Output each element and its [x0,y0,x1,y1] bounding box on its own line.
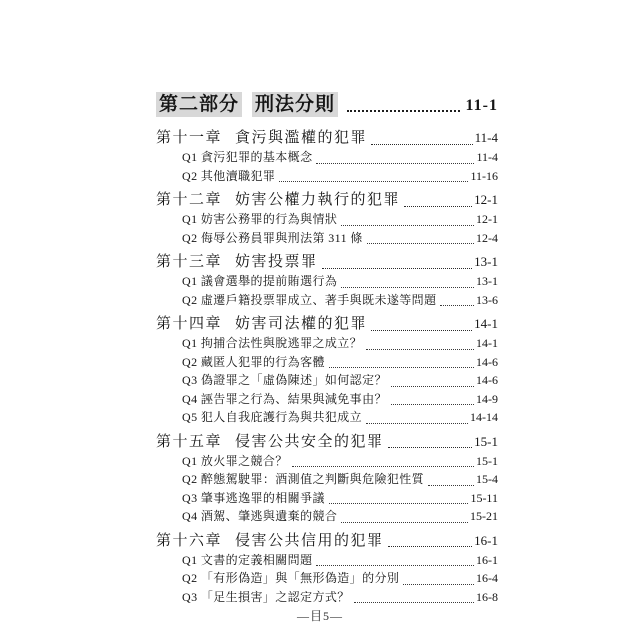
question-row [156,291,498,310]
chapter-block [156,531,498,607]
dot-leader [279,180,468,182]
chapter-page-number: 13-1 [474,254,498,269]
question-row [156,489,498,508]
question-row [156,507,498,526]
chapter-title: 妨害投票罪 [235,254,318,270]
question-label: Q3 肇事逃逸罪的相關爭議 [182,490,325,505]
question-page-number: 14-6 [476,373,498,387]
question-row [156,408,498,427]
question-row [156,210,498,229]
chapter-row [156,314,498,334]
chapter-block [156,190,498,247]
question-label: Q2 藏匿人犯罪的行為客體 [182,354,325,369]
question-label: Q2 「有形偽造」與「無形偽造」的分別 [182,571,400,585]
part-header-row [156,92,498,117]
dot-leader [388,446,473,448]
question-label: Q2 侮辱公務員罪與刑法第 311 條 [182,230,363,245]
dot-leader [403,583,474,585]
chapter-number: 第十四章 [156,316,223,332]
question-list [156,148,498,185]
question-page-number: 14-6 [476,354,498,369]
question-row [156,452,498,471]
chapter-number: 第十五章 [156,433,223,450]
dot-leader [366,422,468,424]
chapter-page-number: 11-4 [474,130,498,145]
chapter-page-number: 14-1 [474,316,498,331]
dot-leader [367,242,474,244]
question-page-number: 14-1 [476,336,498,350]
dot-leader [316,162,474,164]
question-list [156,334,498,427]
dot-leader [341,521,468,523]
question-label: Q2 醉態駕駛罪：酒測值之判斷與危險犯性質 [182,472,425,486]
chapter-title: 妨害公權力執行的犯罪 [235,192,401,208]
toc-content [156,92,498,606]
dot-leader [341,286,474,288]
dot-leader [347,109,460,112]
question-page-number: 13-6 [476,292,498,307]
question-row [156,588,498,607]
question-label: Q1 文書的定義相關問題 [182,552,313,567]
chapter-page-number: 12-1 [474,192,498,207]
dot-leader [292,465,474,467]
question-page-number: 11-16 [470,168,498,183]
chapter-row [156,252,498,272]
page-footer [0,607,640,624]
question-label: Q1 議會選舉的提前賄選行為 [182,274,338,288]
dot-leader [371,143,473,145]
question-page-number: 11-4 [476,150,498,164]
question-label: Q2 其他瀆職犯罪 [182,168,276,183]
question-label: Q3 偽證罪之「虛偽陳述」如何認定？ [182,373,387,387]
chapter-block [156,128,498,185]
dot-leader [428,484,474,486]
question-page-number: 16-1 [476,552,498,567]
chapter-row [156,432,498,452]
dot-leader [404,205,472,207]
question-page-number: 16-4 [476,571,498,585]
part-page-number: 11-1 [465,97,498,114]
chapter-block [156,314,498,427]
dot-leader [322,267,473,269]
question-row [156,470,498,489]
chapter-number: 第十三章 [156,254,223,270]
question-label: Q3 「足生損害」之認定方式？ [182,589,350,604]
chapter-block [156,432,498,526]
question-row [156,334,498,353]
question-label: Q5 犯人自我庇護行為與共犯成立 [182,410,363,424]
question-page-number: 14-9 [476,391,498,406]
question-page-number: 15-4 [476,472,498,486]
question-page-number: 15-1 [476,453,498,468]
chapter-row [156,190,498,210]
question-page-number: 14-14 [470,410,498,424]
dot-leader [354,601,474,603]
question-page-number: 15-11 [470,490,498,505]
chapter-title: 侵害公共信用的犯罪 [235,532,384,549]
question-page-number: 15-21 [470,509,498,523]
dot-leader [391,403,474,405]
question-label: Q4 酒駕、肇逃與遺棄的競合 [182,509,338,523]
question-list [156,452,498,526]
dot-leader [391,385,474,387]
chapter-page-number: 16-1 [474,532,498,548]
question-page-number: 16-8 [476,589,498,604]
dot-leader [329,502,469,504]
question-label: Q1 拘捕合法性與脫逃罪之成立？ [182,336,363,350]
question-row [156,229,498,248]
question-row [156,390,498,409]
dot-leader [329,366,474,368]
question-label: Q2 虛遷戶籍投票罪成立、著手與既未遂等問題 [182,292,437,307]
dot-leader [366,348,474,350]
question-row [156,353,498,372]
dot-leader [316,564,474,566]
question-page-number: 13-1 [476,274,498,288]
question-row [156,272,498,291]
part-title: 刑法分則 [252,92,338,117]
question-page-number: 12-1 [476,212,498,226]
dot-leader [388,545,473,547]
question-row [156,371,498,390]
question-row [156,148,498,167]
chapter-title: 貪污與濫權的犯罪 [235,130,368,146]
question-page-number: 12-4 [476,230,498,245]
question-list [156,272,498,309]
question-label: Q4 誣告罪之行為、結果與減免事由？ [182,391,387,406]
footer-page-label: —目5— [296,609,343,623]
chapter-page-number: 15-1 [474,433,498,449]
chapter-title: 侵害公共安全的犯罪 [235,433,384,450]
question-row [156,167,498,186]
question-label: Q1 放火罪之競合？ [182,453,288,468]
dot-leader [341,224,474,226]
dot-leader [440,304,474,306]
dot-leader [371,329,472,331]
chapter-row [156,128,498,148]
chapter-row [156,531,498,551]
chapter-title: 妨害司法權的犯罪 [235,316,368,332]
question-row [156,551,498,570]
question-label: Q1 貪污犯罪的基本概念 [182,150,313,164]
part-number: 第二部分 [156,92,242,117]
chapter-number: 第十六章 [156,532,223,549]
chapter-number: 第十二章 [156,192,223,208]
chapter-list [156,128,498,606]
chapter-number: 第十一章 [156,130,223,146]
question-label: Q1 妨害公務罪的行為與情狀 [182,212,338,226]
question-row [156,569,498,588]
question-list [156,210,498,247]
question-list [156,551,498,607]
chapter-block [156,252,498,309]
